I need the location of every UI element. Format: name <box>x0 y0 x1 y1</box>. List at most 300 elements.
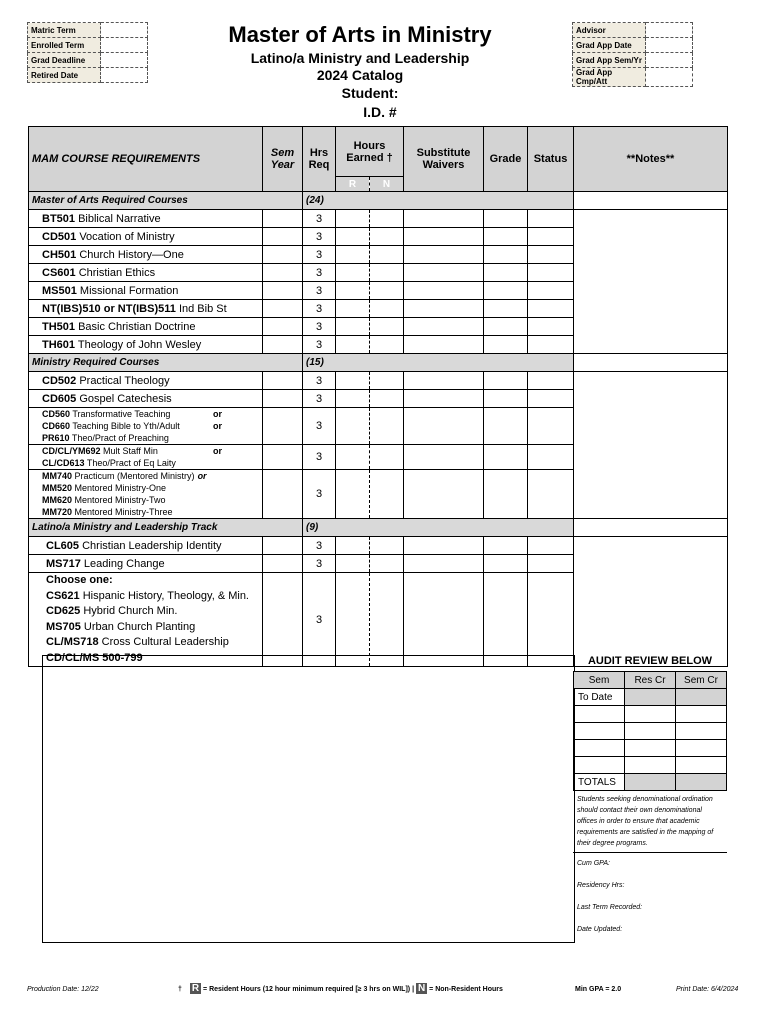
sem-year-cell[interactable] <box>263 264 303 282</box>
course-requirements-table <box>28 126 728 667</box>
sem-year-cell[interactable] <box>263 408 303 445</box>
audit-sem-cell[interactable] <box>574 740 625 757</box>
r-cell[interactable] <box>336 318 370 336</box>
course-cell <box>29 372 263 390</box>
course-option <box>46 589 259 605</box>
sem-year-cell[interactable] <box>263 372 303 390</box>
course-row <box>29 210 728 228</box>
substitute-cell[interactable] <box>404 300 484 318</box>
grade-cell[interactable] <box>484 555 528 573</box>
status-cell[interactable] <box>528 228 574 246</box>
substitute-cell[interactable] <box>404 246 484 264</box>
min-gpa: Min GPA = 2.0 <box>575 986 622 993</box>
info-value[interactable] <box>646 23 693 38</box>
info-row <box>28 23 148 38</box>
col-n: N <box>370 177 404 192</box>
n-cell[interactable] <box>370 470 404 519</box>
status-cell[interactable] <box>528 445 574 470</box>
grade-cell[interactable] <box>484 445 528 470</box>
audit-row <box>574 774 727 791</box>
course-code: CD625 <box>46 605 81 617</box>
info-value[interactable] <box>101 23 148 38</box>
info-label: Matric Term <box>28 23 101 38</box>
id-label: I.D. # <box>363 104 397 120</box>
col-notes: **Notes** <box>574 127 728 192</box>
page-subtitle: Latino/a Ministry and Leadership <box>250 50 470 66</box>
audit-sem-cell[interactable]: To Date <box>574 689 625 706</box>
n-cell[interactable] <box>370 445 404 470</box>
grade-cell[interactable] <box>484 246 528 264</box>
info-row <box>28 53 148 68</box>
n-cell[interactable] <box>370 372 404 390</box>
sem-year-cell[interactable] <box>263 537 303 555</box>
notes-cell[interactable] <box>574 537 728 667</box>
n-cell[interactable] <box>370 318 404 336</box>
course-code: CL605 <box>46 539 80 552</box>
section-hours: (9) <box>303 519 574 537</box>
status-cell[interactable] <box>528 318 574 336</box>
audit-row <box>574 723 727 740</box>
sem-year-cell[interactable] <box>263 445 303 470</box>
grade-cell[interactable] <box>484 408 528 445</box>
hrs-req-cell: 3 <box>303 390 336 408</box>
course-name: Church History—One <box>79 248 184 261</box>
sem-year-cell[interactable] <box>263 210 303 228</box>
col-grade: Grade <box>484 127 528 192</box>
course-code: CD605 <box>42 392 77 405</box>
hrs-req-cell: 3 <box>303 470 336 519</box>
course-code: CS621 <box>46 589 80 602</box>
course-name: Transformative Teaching <box>72 409 171 419</box>
course-option <box>46 620 259 636</box>
sem-year-cell[interactable] <box>263 336 303 354</box>
sem-year-cell[interactable] <box>263 390 303 408</box>
col-status: Status <box>528 127 574 192</box>
course-code: CD/CL/YM692 <box>42 446 101 456</box>
substitute-cell[interactable] <box>404 445 484 470</box>
course-code: CS601 <box>42 266 76 279</box>
status-cell[interactable] <box>528 408 574 445</box>
grade-cell[interactable] <box>484 282 528 300</box>
course-row <box>29 372 728 390</box>
course-code: CD660 <box>42 421 71 431</box>
r-cell[interactable] <box>336 246 370 264</box>
grade-cell[interactable] <box>484 228 528 246</box>
n-badge: N <box>417 983 426 994</box>
course-name: Christian Leadership Identity <box>82 539 222 552</box>
n-cell[interactable] <box>370 555 404 573</box>
col-hrs-req: Hrs Req <box>303 127 336 192</box>
course-name: Mentored Ministry-Three <box>74 507 173 517</box>
status-cell[interactable] <box>528 573 574 667</box>
course-code: PR610 <box>42 433 70 443</box>
course-option <box>42 408 259 420</box>
r-cell[interactable] <box>336 537 370 555</box>
substitute-cell[interactable] <box>404 470 484 519</box>
info-row <box>573 68 693 87</box>
audit-res-cr-cell[interactable] <box>625 774 676 791</box>
hrs-req-cell: 3 <box>303 573 336 667</box>
r-badge: R <box>191 983 200 994</box>
sem-year-cell[interactable] <box>263 555 303 573</box>
status-cell[interactable] <box>528 282 574 300</box>
audit-res-cr-cell[interactable] <box>625 723 676 740</box>
course-name: Cross Cultural Leadership <box>101 636 229 648</box>
course-name: Theology of John Wesley <box>77 338 202 351</box>
audit-header: Sem Cr <box>676 672 727 689</box>
hrs-req-cell: 3 <box>303 318 336 336</box>
info-row <box>573 23 693 38</box>
audit-sem-cell[interactable] <box>574 706 625 723</box>
course-name: Practical Theology <box>79 374 170 387</box>
sem-year-cell[interactable] <box>263 300 303 318</box>
info-value[interactable] <box>646 38 693 53</box>
n-cell[interactable] <box>370 537 404 555</box>
course-name: Christian Ethics <box>78 266 156 279</box>
substitute-cell[interactable] <box>404 555 484 573</box>
course-cell <box>29 228 263 246</box>
course-name: Mult Staff Min <box>103 446 158 456</box>
audit-field: Residency Hrs: <box>577 882 625 889</box>
production-date: Production Date: 12/22 <box>27 986 99 993</box>
course-code: CD560 <box>42 409 71 419</box>
notes-cell[interactable] <box>574 354 728 372</box>
info-label: Advisor <box>573 23 646 38</box>
grade-cell[interactable] <box>484 264 528 282</box>
audit-res-cr-cell[interactable] <box>625 757 676 774</box>
col-hours-earned: Hours Earned † <box>336 127 404 177</box>
status-cell[interactable] <box>528 246 574 264</box>
course-option <box>42 506 259 518</box>
dagger-symbol: † <box>178 986 182 993</box>
r-cell[interactable] <box>336 228 370 246</box>
grade-cell[interactable] <box>484 318 528 336</box>
r-cell[interactable] <box>336 372 370 390</box>
n-cell[interactable] <box>370 390 404 408</box>
hrs-req-cell: 3 <box>303 246 336 264</box>
course-option <box>42 494 259 506</box>
info-value[interactable] <box>101 38 148 53</box>
n-cell[interactable] <box>370 282 404 300</box>
audit-sem-cr-cell[interactable] <box>676 774 727 791</box>
substitute-cell[interactable] <box>404 408 484 445</box>
or-label: or <box>213 446 222 456</box>
r-cell[interactable] <box>336 282 370 300</box>
grade-cell[interactable] <box>484 573 528 667</box>
info-row <box>573 38 693 53</box>
audit-row <box>574 757 727 774</box>
course-code: MS501 <box>42 284 77 297</box>
audit-sem-cr-cell[interactable] <box>676 757 727 774</box>
course-name: Basic Christian Doctrine <box>78 320 196 333</box>
course-cell <box>29 246 263 264</box>
info-row <box>28 68 148 83</box>
course-code: TH601 <box>42 338 76 351</box>
grade-cell[interactable] <box>484 336 528 354</box>
course-name: Missional Formation <box>79 284 179 297</box>
substitute-cell[interactable] <box>404 318 484 336</box>
section-header-row <box>29 354 728 372</box>
section-hours: (15) <box>303 354 574 372</box>
notes-cell[interactable] <box>574 519 728 537</box>
course-name: Biblical Narrative <box>78 212 161 225</box>
course-code: MM720 <box>42 507 73 517</box>
course-code: MM740 <box>42 471 73 481</box>
grade-cell[interactable] <box>484 390 528 408</box>
course-option <box>46 635 259 651</box>
status-cell[interactable] <box>528 210 574 228</box>
course-code: TH501 <box>42 320 76 333</box>
n-cell[interactable] <box>370 573 404 667</box>
course-code: CD502 <box>42 374 77 387</box>
r-cell[interactable] <box>336 264 370 282</box>
info-value[interactable] <box>646 53 693 68</box>
choose-one-cell <box>29 573 263 667</box>
status-cell[interactable] <box>528 470 574 519</box>
col-r: R <box>336 177 370 192</box>
course-option <box>42 420 259 432</box>
notes-cell[interactable] <box>574 210 728 354</box>
course-name: Urban Church Planting <box>83 620 196 633</box>
hrs-req-cell: 3 <box>303 228 336 246</box>
audit-sem-cr-cell[interactable] <box>676 723 727 740</box>
audit-res-cr-cell[interactable] <box>625 706 676 723</box>
sem-year-cell[interactable] <box>263 573 303 667</box>
print-date: Print Date: 6/4/2024 <box>676 986 739 993</box>
course-name: Mentored Ministry-One <box>74 483 167 493</box>
course-cell <box>29 336 263 354</box>
audit-panel <box>573 655 727 941</box>
section-title: Ministry Required Courses <box>29 354 303 372</box>
course-code: CH501 <box>42 248 77 261</box>
info-value[interactable] <box>646 68 693 87</box>
audit-sem-cell[interactable]: TOTALS <box>574 774 625 791</box>
course-row <box>29 537 728 555</box>
hrs-req-cell: 3 <box>303 300 336 318</box>
n-cell[interactable] <box>370 246 404 264</box>
course-code: MM620 <box>42 495 73 505</box>
course-option <box>42 432 259 444</box>
substitute-cell[interactable] <box>404 336 484 354</box>
r-cell[interactable] <box>336 336 370 354</box>
course-cell <box>29 264 263 282</box>
substitute-cell[interactable] <box>404 228 484 246</box>
multi-course-cell <box>29 470 263 519</box>
course-name: Hybrid Church Min. <box>83 605 178 617</box>
comments-box <box>42 655 575 943</box>
info-label: Enrolled Term <box>28 38 101 53</box>
hrs-req-cell: 3 <box>303 336 336 354</box>
course-code: NT(IBS)510 or NT(IBS)511 <box>42 302 176 315</box>
course-option <box>42 457 259 469</box>
course-code: BT501 <box>42 212 76 225</box>
r-legend: = Resident Hours (12 hour minimum required [≥ 3 hrs on WIL]) <box>203 986 411 993</box>
notes-cell[interactable] <box>574 372 728 519</box>
info-label: Retired Date <box>28 68 101 83</box>
r-cell[interactable] <box>336 470 370 519</box>
course-name: Theo/Pract of Preaching <box>71 433 169 443</box>
course-option <box>46 604 259 620</box>
info-label: Grad App Cmp/Att <box>573 68 646 87</box>
page-title: Master of Arts in Ministry <box>228 22 492 47</box>
r-cell[interactable] <box>336 555 370 573</box>
course-name: Hispanic History, Theology, & Min. <box>82 589 249 602</box>
n-cell[interactable] <box>370 300 404 318</box>
course-name: Vocation of Ministry <box>79 230 175 243</box>
grade-cell[interactable] <box>484 300 528 318</box>
info-label: Grad Deadline <box>28 53 101 68</box>
r-cell[interactable] <box>336 390 370 408</box>
substitute-cell[interactable] <box>404 282 484 300</box>
or-label <box>213 457 259 469</box>
audit-field: Date Updated: <box>577 926 623 933</box>
hrs-req-cell: 3 <box>303 537 336 555</box>
course-name: Theo/Pract of Eq Laity <box>86 458 176 468</box>
info-value[interactable] <box>101 68 148 83</box>
course-code: MS705 <box>46 620 81 633</box>
grade-cell[interactable] <box>484 372 528 390</box>
substitute-cell[interactable] <box>404 537 484 555</box>
status-cell[interactable] <box>528 336 574 354</box>
course-option <box>42 470 259 482</box>
student-label: Student: <box>341 85 399 101</box>
course-option <box>42 482 259 494</box>
student-info-box <box>27 22 148 83</box>
info-row <box>28 38 148 53</box>
audit-res-cr-cell[interactable] <box>625 740 676 757</box>
n-cell[interactable] <box>370 210 404 228</box>
hrs-req-cell: 3 <box>303 555 336 573</box>
hrs-req-cell: 3 <box>303 445 336 470</box>
course-name: Ind Bib St <box>178 302 227 315</box>
course-code: MM520 <box>42 483 73 493</box>
hrs-req-cell: 3 <box>303 372 336 390</box>
audit-res-cr-cell[interactable] <box>625 689 676 706</box>
audit-sem-cr-cell[interactable] <box>676 740 727 757</box>
multi-course-cell <box>29 408 263 445</box>
section-header-row <box>29 519 728 537</box>
grade-cell[interactable] <box>484 210 528 228</box>
audit-sem-cr-cell[interactable] <box>676 706 727 723</box>
course-cell <box>29 318 263 336</box>
multi-course-cell <box>29 445 263 470</box>
n-cell[interactable] <box>370 336 404 354</box>
audit-title: AUDIT REVIEW BELOW <box>587 655 713 667</box>
catalog-year: 2024 Catalog <box>316 67 404 83</box>
hrs-req-cell: 3 <box>303 264 336 282</box>
legend-separator: | <box>412 986 415 993</box>
sem-year-cell[interactable] <box>263 228 303 246</box>
course-name: Gospel Catechesis <box>79 392 172 405</box>
info-row <box>573 53 693 68</box>
audit-row <box>574 740 727 757</box>
course-cell <box>29 537 263 555</box>
audit-sem-cell[interactable] <box>574 723 625 740</box>
substitute-cell[interactable] <box>404 372 484 390</box>
section-header-row <box>29 192 728 210</box>
audit-row <box>574 689 727 706</box>
r-cell[interactable] <box>336 445 370 470</box>
hrs-req-cell: 3 <box>303 408 336 445</box>
course-code: CL/MS718 <box>46 636 99 648</box>
sem-year-cell[interactable] <box>263 282 303 300</box>
course-code: CD/CL/MS 500-799 <box>46 651 143 664</box>
sem-year-cell[interactable] <box>263 470 303 519</box>
course-cell <box>29 282 263 300</box>
audit-field: Cum GPA: <box>577 860 610 867</box>
course-name: Practicum (Mentored Ministry) <box>74 471 195 481</box>
section-title: Latino/a Ministry and Leadership Track <box>29 519 303 537</box>
status-cell[interactable] <box>528 555 574 573</box>
col-sem-year: Sem Year <box>263 127 303 192</box>
section-title: Master of Arts Required Courses <box>29 192 303 210</box>
info-label: Grad App Date <box>573 38 646 53</box>
status-cell[interactable] <box>528 372 574 390</box>
r-cell[interactable] <box>336 573 370 667</box>
audit-header: Res Cr <box>625 672 676 689</box>
n-cell[interactable] <box>370 264 404 282</box>
col-requirements: MAM COURSE REQUIREMENTS <box>29 127 263 192</box>
or-label: or <box>213 409 222 419</box>
grade-cell[interactable] <box>484 537 528 555</box>
section-hours: (24) <box>303 192 574 210</box>
or-label: or <box>213 421 222 431</box>
course-code: MS717 <box>46 557 81 570</box>
audit-header: Sem <box>574 672 625 689</box>
n-legend: = Non-Resident Hours <box>429 986 503 993</box>
legend <box>178 983 503 994</box>
info-value[interactable] <box>101 53 148 68</box>
substitute-cell[interactable] <box>404 573 484 667</box>
sem-year-cell[interactable] <box>263 246 303 264</box>
course-cell <box>29 390 263 408</box>
course-name: Mentored Ministry-Two <box>74 495 166 505</box>
or-label <box>213 432 259 444</box>
n-cell[interactable] <box>370 228 404 246</box>
info-label: Grad App Sem/Yr <box>573 53 646 68</box>
sem-year-cell[interactable] <box>263 318 303 336</box>
choose-one-heading: Choose one: <box>46 574 113 586</box>
course-name: Teaching Bible to Yth/Adult <box>72 421 180 431</box>
status-cell[interactable] <box>528 264 574 282</box>
course-cell <box>29 210 263 228</box>
r-cell[interactable] <box>336 300 370 318</box>
grade-cell[interactable] <box>484 470 528 519</box>
hrs-req-cell: 3 <box>303 210 336 228</box>
ordination-note: Students seeking denominational ordination should contact their own denominational offices in order to ensure that academic requirements are satisfied in the mapping of their degree programs. <box>573 791 727 853</box>
status-cell[interactable] <box>528 537 574 555</box>
audit-table <box>573 671 727 791</box>
col-substitute: Substitute Waivers <box>404 127 484 192</box>
graduation-info-box <box>572 22 693 87</box>
course-name: Leading Change <box>83 557 165 570</box>
r-cell[interactable] <box>336 408 370 445</box>
notes-cell[interactable] <box>574 192 728 210</box>
r-cell[interactable] <box>336 210 370 228</box>
substitute-cell[interactable] <box>404 390 484 408</box>
substitute-cell[interactable] <box>404 210 484 228</box>
or-label: or <box>197 471 207 481</box>
audit-sem-cr-cell[interactable] <box>676 689 727 706</box>
status-cell[interactable] <box>528 390 574 408</box>
substitute-cell[interactable] <box>404 264 484 282</box>
course-code: CD501 <box>42 230 77 243</box>
audit-field: Last Term Recorded: <box>577 904 643 911</box>
status-cell[interactable] <box>528 300 574 318</box>
audit-row <box>574 706 727 723</box>
audit-sem-cell[interactable] <box>574 757 625 774</box>
n-cell[interactable] <box>370 408 404 445</box>
